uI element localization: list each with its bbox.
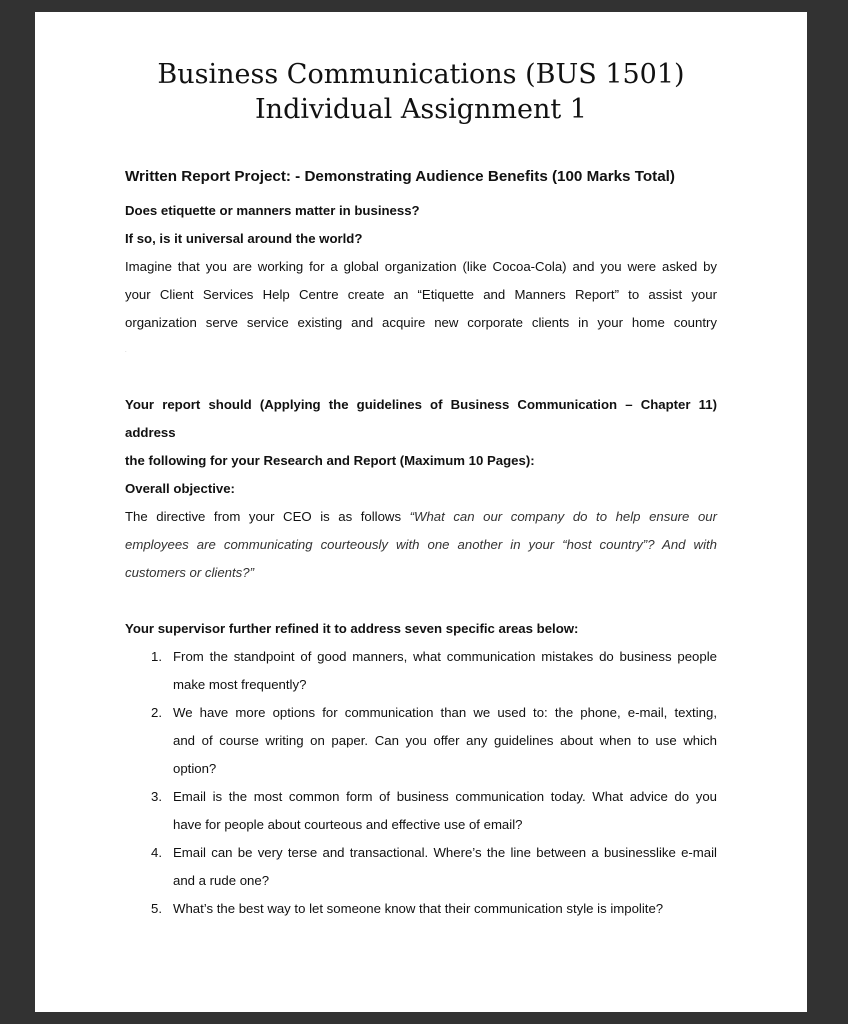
directive-line-1	[125, 503, 717, 531]
list-item-line: and a rude one?	[173, 873, 270, 888]
list-item-line: From the standpoint of good manners, what communication mistakes do business people	[173, 649, 717, 664]
list-item-line: have for people about courteous and effective use of email?	[173, 817, 523, 832]
list-item-number: 2.	[151, 705, 162, 720]
list-item-line: option?	[173, 761, 217, 776]
objective-label: Overall objective:	[125, 481, 235, 496]
project-heading: Written Report Project: - Demonstrating Audience Benefits (100 Marks Total)	[125, 168, 675, 185]
intro-line-1: Imagine that you are working for a global organization (like Cocoa-Cola) and you were asked by	[125, 259, 717, 274]
question-universal: If so, is it universal around the world?	[125, 231, 363, 246]
list-item	[151, 895, 717, 923]
supervisor-heading: Your supervisor further refined it to address seven specific areas below:	[125, 621, 579, 636]
areas-list	[125, 643, 717, 923]
report-line-2: the following for your Research and Report (Maximum 10 Pages):	[125, 453, 535, 468]
question-etiquette: Does etiquette or manners matter in business?	[125, 203, 420, 218]
document-title-line-1: Business Communications (BUS 1501)	[157, 59, 685, 90]
list-item-line: Email can be very terse and transactional. Where’s the line between a businesslike e-mail	[173, 845, 717, 860]
list-item-number: 4.	[151, 845, 162, 860]
document-page	[35, 12, 807, 1012]
list-item-number: 3.	[151, 789, 162, 804]
list-item	[151, 699, 717, 783]
directive-line-2: employees are communicating courteously with one another in your “host country”? And with	[125, 537, 717, 552]
list-item-line: We have more options for communication than we used to: the phone, e-mail, texting,	[173, 705, 717, 720]
directive-quote-1: “What can our company do to help ensure our	[409, 509, 717, 524]
spacer	[125, 587, 717, 615]
list-item-number: 5.	[151, 901, 162, 916]
list-item-line: What’s the best way to let someone know that their communication style is impolite?	[173, 901, 664, 916]
list-item	[151, 839, 717, 895]
list-item-line: Email is the most common form of business communication today. What advice do you	[173, 789, 717, 804]
stray-mark: .	[125, 348, 127, 354]
list-item-line: and of course writing on paper. Can you offer any guidelines about when to use which	[173, 733, 717, 748]
list-item	[151, 643, 717, 699]
report-line-1: Your report should (Applying the guidelines of Business Communication – Chapter 11) address	[125, 397, 717, 440]
intro-line-2: your Client Services Help Centre create an “Etiquette and Manners Report” to assist your	[125, 287, 717, 302]
directive-prefix: The directive from your CEO is as follows	[125, 509, 410, 524]
spacer	[125, 365, 717, 391]
document-body	[125, 167, 717, 923]
list-item-number: 1.	[151, 649, 162, 664]
list-item-line: make most frequently?	[173, 677, 307, 692]
list-item	[151, 783, 717, 839]
intro-line-3: organization serve service existing and acquire new corporate clients in your home country	[125, 315, 717, 330]
directive-line-3: customers or clients?”	[125, 565, 254, 580]
document-title-line-2: Individual Assignment 1	[255, 94, 587, 125]
